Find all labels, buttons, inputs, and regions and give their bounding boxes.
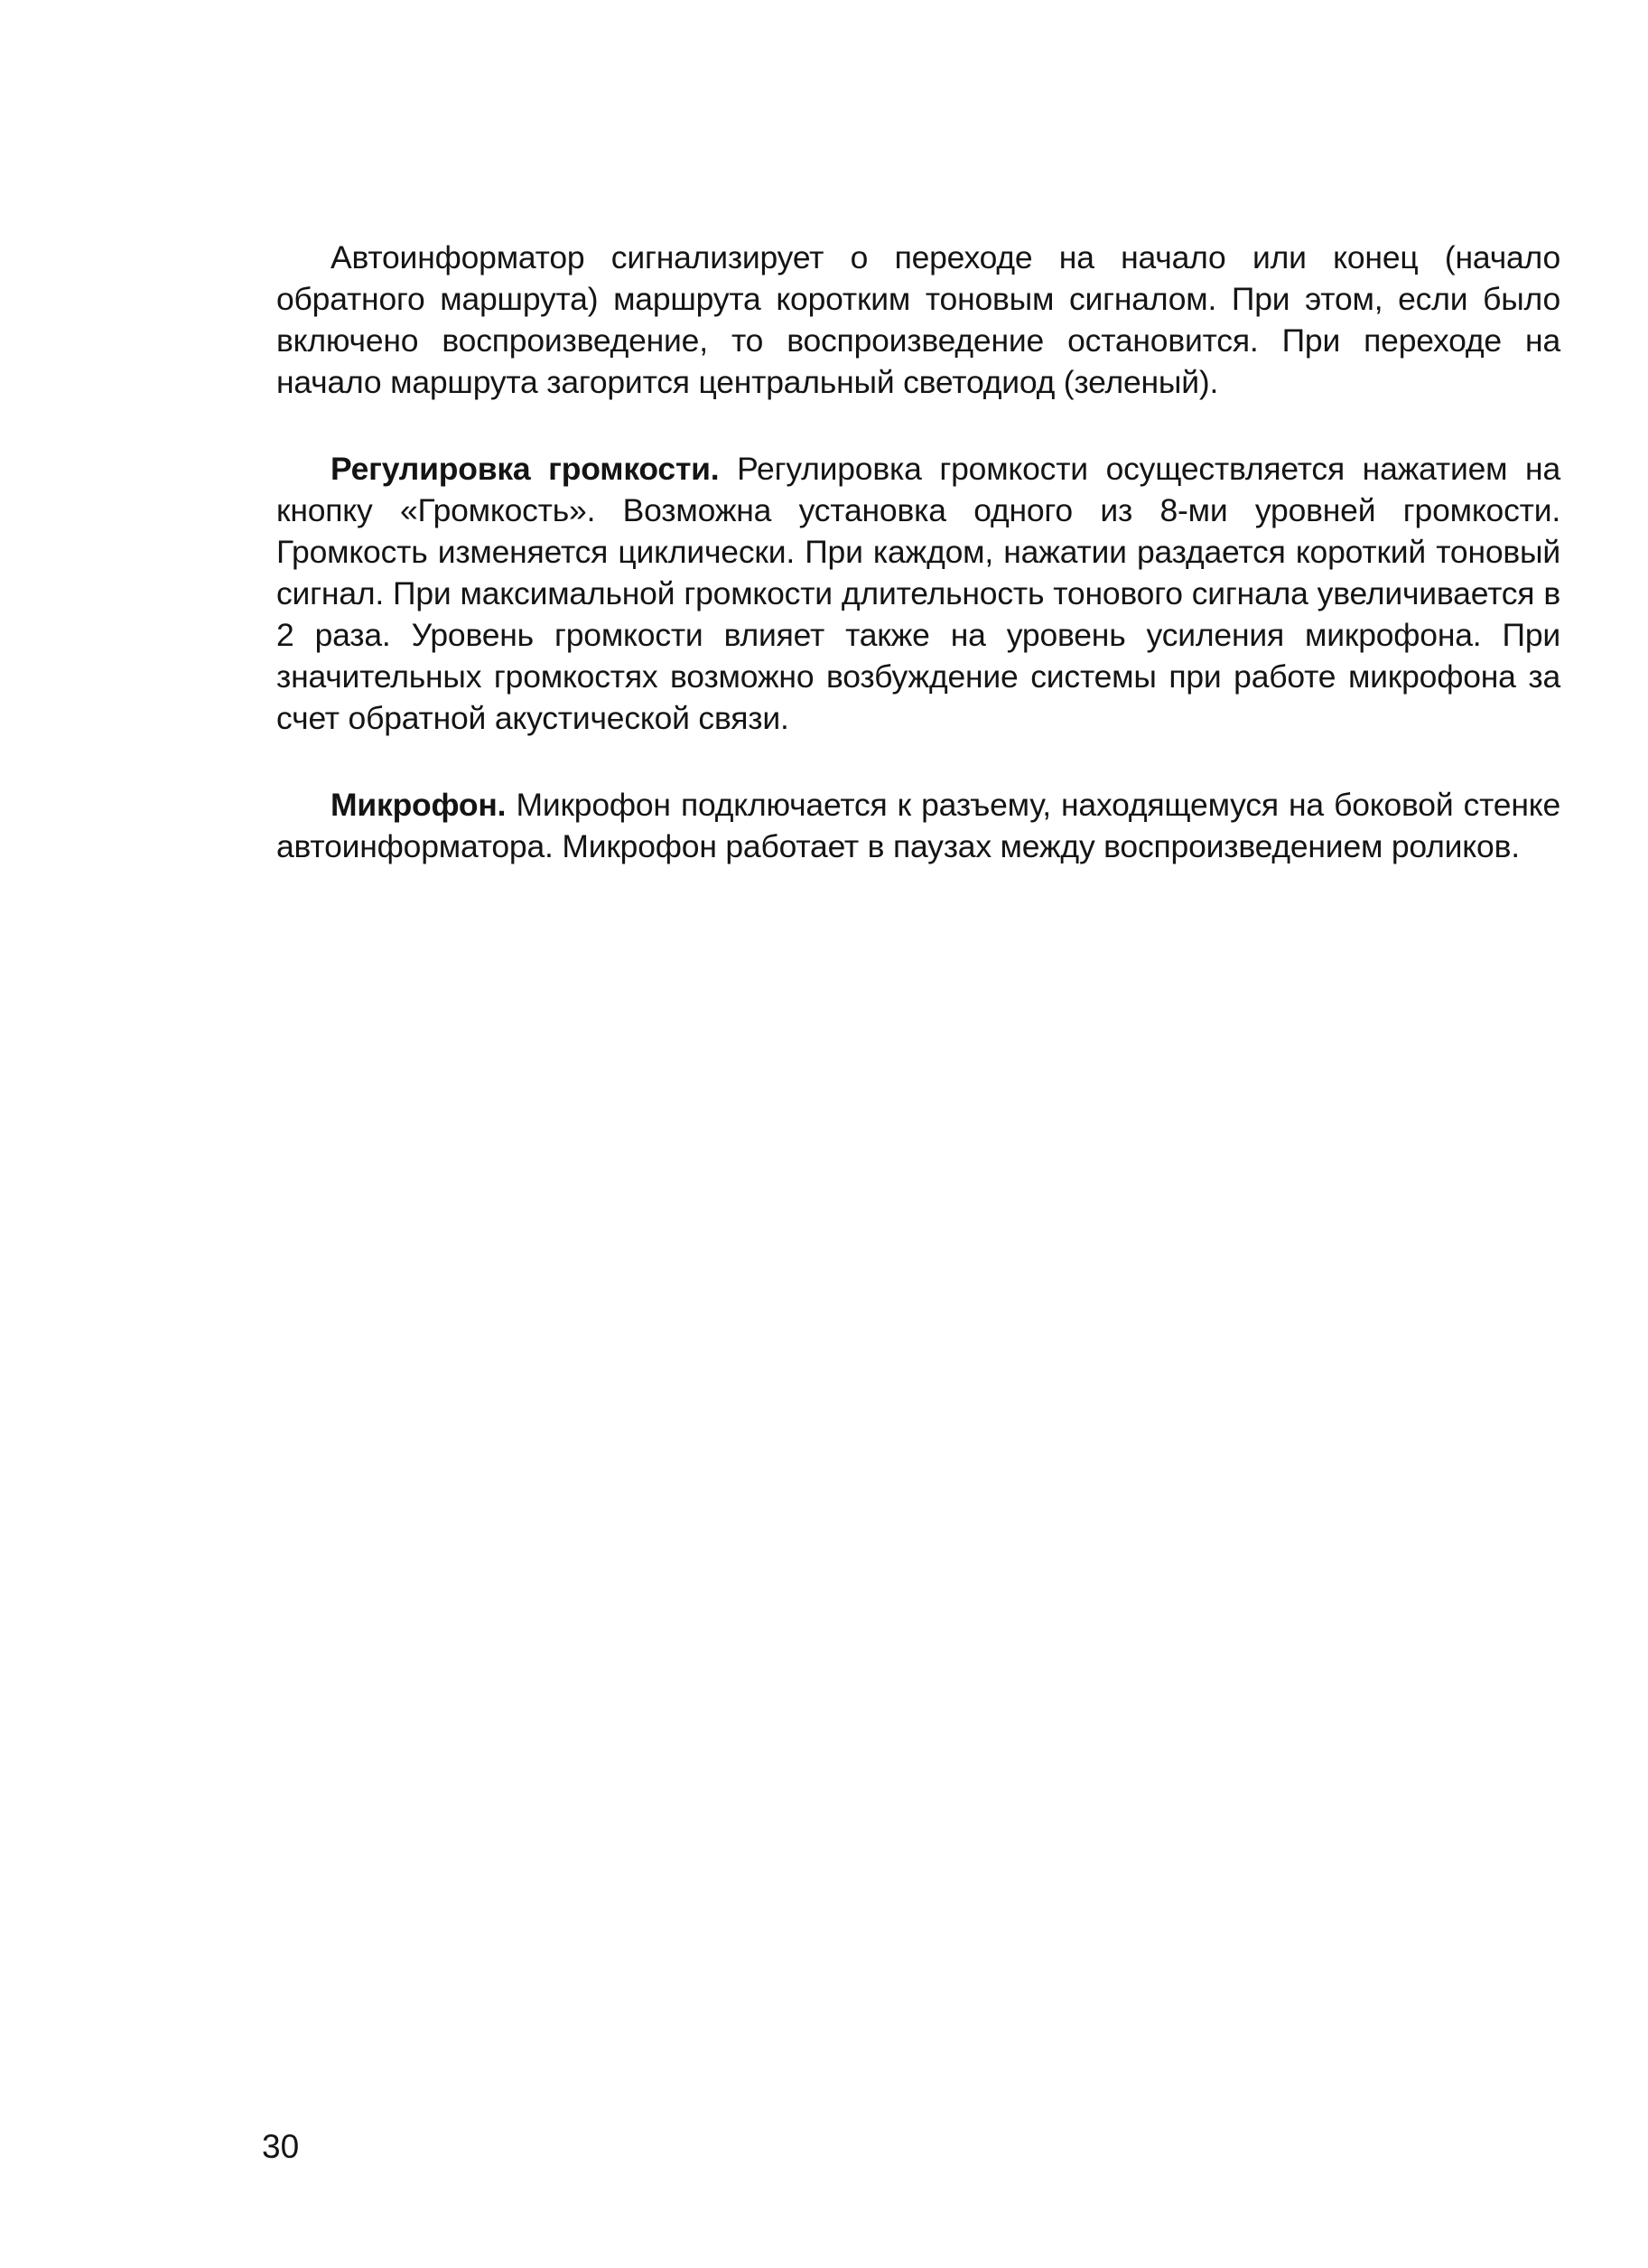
page-number: 30 xyxy=(262,2128,300,2165)
paragraph-volume-control xyxy=(276,448,1560,739)
paragraph-microphone xyxy=(276,784,1560,867)
paragraph-text: Микрофон подключается к разъему, находящемуся на боковой стенке автоинформатора. Микрофон работает в паузах между воспроизведением роликов. xyxy=(276,787,1560,864)
paragraph-heading: Регулировка громкости. xyxy=(331,451,720,487)
paragraph-text: Регулировка громкости осуществляется нажатием на кнопку «Громкость». Возможна установка одного из 8-ми уровней громкости. Громкость изменяется циклически. При каждом, нажатии раздается короткий тоновый сигнал. При максимальной громкости длительность тонового сигнала увеличивается в 2 раза. Уровень громкости влияет также на уровень усиления микрофона. При значительных громкостях возможно возбуждение системы при работе микрофона за счет обратной акустической связи. xyxy=(276,451,1560,736)
paragraph-autoinformer-signal xyxy=(276,237,1560,403)
paragraph-text: Автоинформатор сигнализирует о переходе на начало или конец (начало обратного маршрута) маршрута коротким тоновым сигналом. При этом, если было включено воспроизведение, то воспроизведение остановится. При переходе на начало маршрута загорится центральный светодиод (зеленый). xyxy=(276,239,1560,400)
page-content xyxy=(276,237,1560,912)
paragraph-heading: Микрофон. xyxy=(331,787,507,823)
